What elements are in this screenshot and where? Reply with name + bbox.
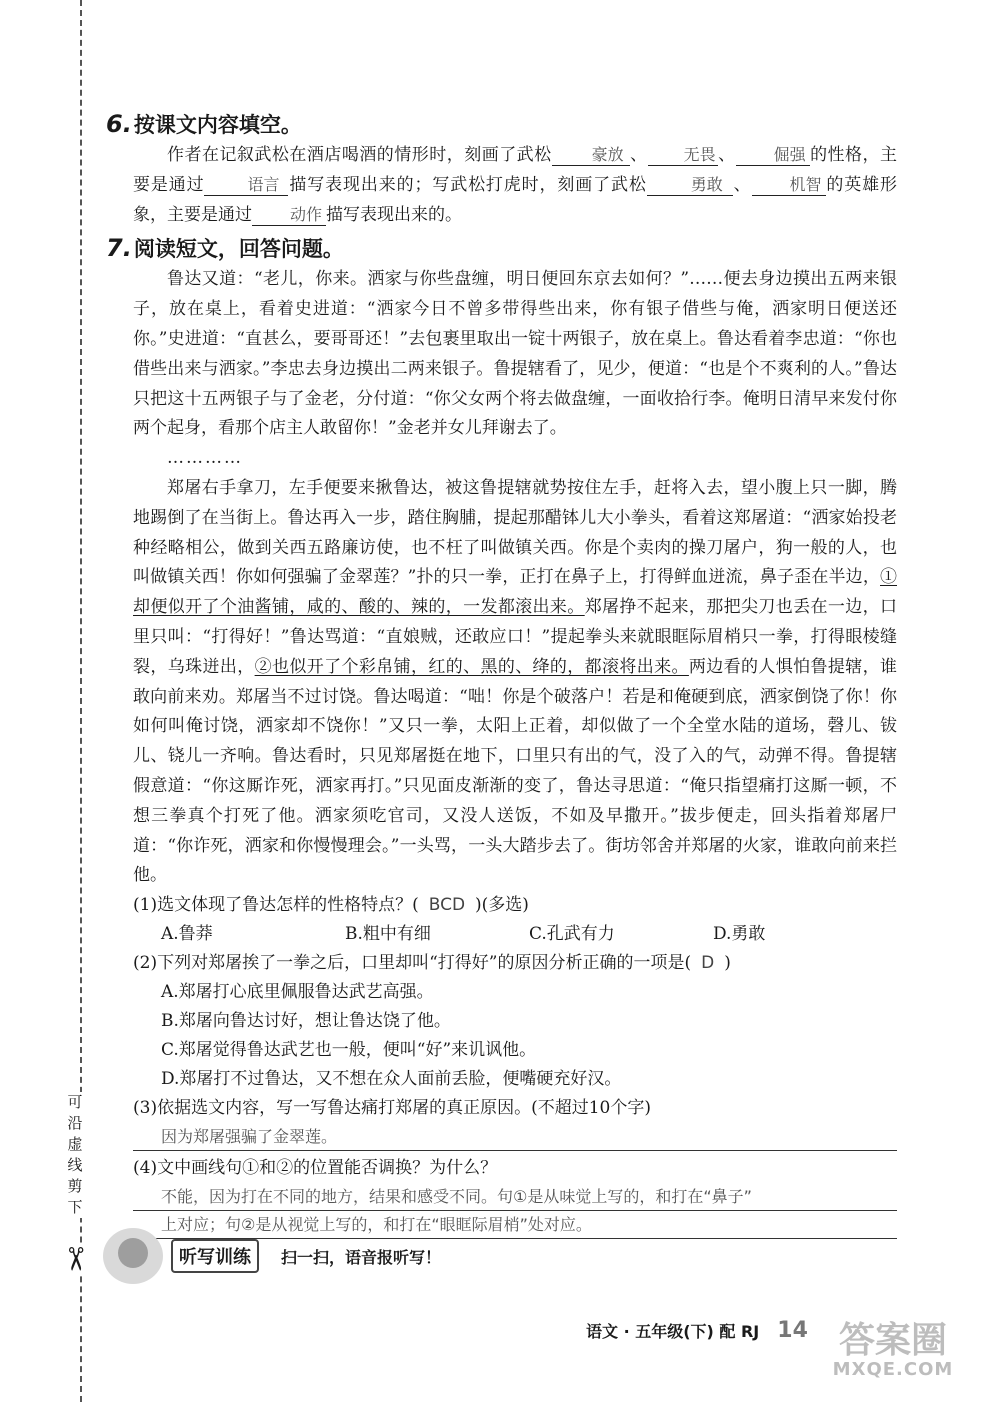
watermark-title: 答案圈 [838, 1320, 947, 1361]
question-6-number: 6. [106, 110, 132, 138]
passage-text-b: 郑屠挣不起来，那把尖刀也丢在一边，口里只叫：“打得好！”鲁达骂道：“直娘贼，还敢应口！”提起拳头来就眼眶际眉梢只一拳，打得眼棱缝裂，乌珠迸出， [133, 597, 898, 677]
question-6-body [133, 141, 897, 230]
q6-text-2: 的性格，主要是通过 [133, 145, 898, 195]
sub-question-2-tail: ) [724, 953, 731, 974]
option-c: C.孔武有力 [529, 924, 615, 945]
passage-paragraph-2 [133, 474, 897, 891]
sub-question-1-options [133, 920, 897, 949]
watermark [808, 1320, 978, 1383]
question-6-heading [106, 108, 897, 141]
q6-blank-1[interactable]: 豪放 [552, 145, 630, 166]
page-footer [586, 1318, 808, 1343]
q6-text-4: 的英雄形象，主要是通过 [133, 174, 898, 225]
sub-question-4: (4)文中画线句①和②的位置能否调换？为什么？ [133, 1158, 498, 1179]
question-7-heading [106, 232, 897, 265]
sub-question-4-answer-line-2[interactable]: 上对应；句②是从视觉上写的，和打在“眼眶际眉梢”处对应。 [133, 1211, 897, 1239]
q6-text-5: 描写表现出来的。 [326, 204, 462, 225]
passage-ellipsis: ………… [167, 448, 243, 469]
option-b: B.郑屠向鲁达讨好，想让鲁达饶了他。 [161, 1011, 451, 1032]
option-c: C.郑屠觉得鲁达武艺也一般，便叫“好”来讥讽他。 [161, 1040, 537, 1061]
q6-blank-3[interactable]: 倔强 [736, 145, 810, 166]
sub-question-1-text: (1)选文体现了鲁达怎样的性格特点？( [133, 895, 419, 916]
q6-blank-5[interactable]: 勇敢 [647, 175, 733, 196]
underlined-sentence-2: ②也似开了个彩帛铺，红的、黑的、绛的，都滚将出来。 [254, 656, 689, 677]
sub-question-3-answer[interactable]: 因为郑屠强骗了金翠莲。 [133, 1123, 897, 1151]
option-b: B.粗中有细 [345, 924, 431, 945]
sub-question-2-answer[interactable]: D [701, 953, 715, 974]
passage-text-c: 两边看的人惧怕鲁提辖，谁敢向前来劝。郑屠当不过讨饶。鲁达喝道：“咄！你是个破落户！若是和俺硬到底，洒家倒饶了你！你如何叫俺讨饶，洒家却不饶你！”又只一拳，太阳上正着，却似做了一个全堂水陆的道场，磬儿、钹儿、铙儿一齐响。鲁达看时，只见郑屠挺在地下，口里只有出的气，没了入的气，动弹不得。鲁提辖假意道：“你这厮诈死，洒家再打。”只见面皮渐渐的变了，鲁达寻思道：“俺只指望痛打这厮一顿，不想三拳真个打死了他。洒家须吃官司，又没人送饭，不如及早撒开。”拔步便走，回头指着郑屠尸道：“你诈死，洒家和你慢慢理会。”一头骂，一头大踏步去了。街坊邻舍并郑屠的火家，谁敢向前来拦他。 [133, 656, 898, 886]
page-number: 14 [777, 1318, 808, 1343]
sub-question-3: (3)依据选文内容，写一写鲁达痛打郑屠的真正原因。(不超过10个字) [133, 1098, 651, 1119]
passage-text-a: 郑屠右手拿刀，左手便要来揪鲁达，被这鲁提辖就势按住左手，赶将入去，望小腹上只一脚，腾地踢倒了在当街上。鲁达再入一步，踏住胸脯，提起那醋钵儿大小拳头，看着这郑屠道：“洒家始投老种经略相公，做到关西五路廉访使，也不枉了叫做镇关西。你是个卖肉的操刀屠户，狗一般的人，也叫做镇关西！你如何强骗了金翠莲？”扑的只一拳，正打在鼻子上，打得鲜血迸流，鼻子歪在半边， [133, 477, 897, 588]
question-7-title: 阅读短文，回答问题。 [133, 237, 344, 262]
q6-text-3: 描写表现出来的；写武松打虎时，刻画了武松 [288, 174, 647, 195]
cut-label: 可沿虚线剪下 [67, 1093, 83, 1216]
headphones-avatar-icon [103, 1228, 163, 1284]
sub-question-2-text: (2)下列对郑屠挨了一拳之后，口里却叫“打得好”的原因分析正确的一项是( [133, 953, 692, 974]
q6-sep-1: 、 [629, 145, 648, 165]
q6-blank-2[interactable]: 无畏 [648, 145, 718, 166]
q6-sep-3: 、 [732, 174, 752, 195]
dictation-brand: 听写训练 [171, 1239, 259, 1273]
worksheet-content [106, 108, 898, 1239]
dictation-banner [103, 1228, 441, 1284]
sub-question-2 [133, 949, 897, 978]
sub-question-4-answer-line-1[interactable]: 不能，因为打在不同的地方，结果和感受不同。句①是从味觉上写的，和打在“鼻子” [133, 1183, 897, 1211]
subject-label: 语文 · 五年级(下) 配 RJ [586, 1322, 760, 1341]
option-a: A.鲁莽 [161, 924, 213, 945]
dictation-slogan: 扫一扫，语音报听写！ [281, 1247, 442, 1267]
sub-question-1-answer[interactable]: BCD [428, 895, 466, 916]
option-d: D.勇敢 [713, 924, 766, 945]
underlined-sentence-1: ①却便似开了个油酱铺，咸的、酸的、辣的，一发都滚出来。 [133, 567, 897, 618]
scissors-icon: ✂ [56, 1245, 95, 1273]
q6-blank-6[interactable]: 机智 [752, 175, 826, 196]
q6-blank-4[interactable]: 语言 [204, 175, 288, 196]
q6-blank-7[interactable]: 动作 [252, 205, 326, 226]
watermark-url: MXQE.COM [832, 1359, 954, 1380]
option-d: D.郑屠打不过鲁达，又不想在众人面前丢脸，便嘴硬充好汉。 [161, 1069, 622, 1090]
sub-question-1 [133, 891, 897, 920]
question-6-title: 按课文内容填空。 [133, 113, 302, 137]
passage-paragraph-1: 鲁达又道：“老儿，你来。洒家与你些盘缠，明日便回东京去如何？”……便去身边摸出五两来银子，放在桌上，看着史进道：“洒家今日不曾多带得些出来，你有银子借些与俺，洒家明日便送还你。”史进道：“直甚么，要哥哥还！”去包裹里取出一锭十两银子，放在桌上。鲁达看着李忠道：“你也借些出来与洒家。”李忠去身边摸出二两来银子。鲁提辖看了，见少，便道：“也是个不爽利的人。”鲁达只把这十五两银子与了金老，分付道：“你父女两个将去做盘缠，一面收拾行李。俺明日清早来发付你两个起身，看那个店主人敢留你！”金老并女儿拜谢去了。 [133, 269, 897, 439]
question-7-number: 7. [106, 234, 132, 263]
option-a: A.郑屠打心底里佩服鲁达武艺高强。 [161, 982, 434, 1003]
q6-text-1: 作者在记叙武松在酒店喝酒的情形时，刻画了武松 [167, 145, 552, 165]
q6-sep-2: 、 [717, 145, 736, 165]
sub-question-1-tail: )(多选) [475, 895, 529, 916]
